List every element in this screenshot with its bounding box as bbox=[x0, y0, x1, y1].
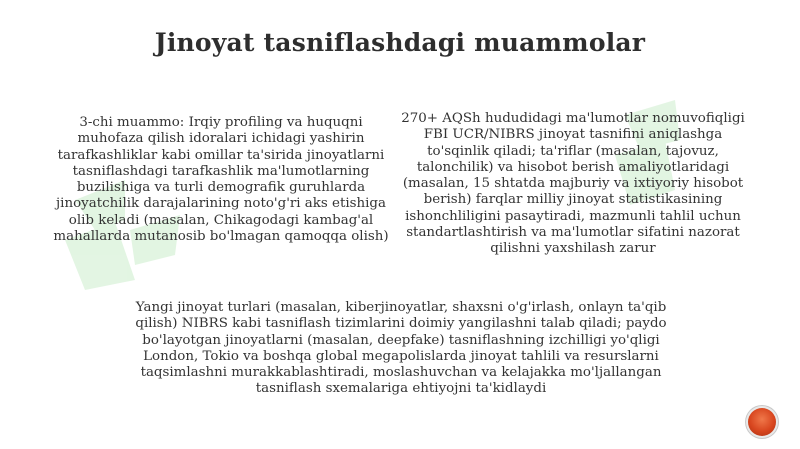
right-text-block: 270+ AQSh hududidagi ma'lumotlar nomuvofiqligi FBI UCR/NIBRS jinoyat tasnifini aniqlashga to'sqinlik qiladi; ta'riflar (masalan, tajovuz, talonchilik) va hisobot berish amaliyotlaridagi (masalan, 15 shtatda majburiy va ixtiyoriy hisobot berish) farqlar milliy jinoyat statistikasining ishonchliligini pasaytiradi, mazmunli tahlil uchun standartlashtirish va ma'lumotlar sifatini nazorat qilishni yaxshilash zarur bbox=[401, 111, 745, 257]
left-text-block: 3-chi muammo: Irqiy profiling va huquqni muhofaza qilish idoralari ichidagi yashirin tarafkashliklar kabi omillar ta'sirida jinoyatlarni tasniflashdagi tarafkashlik ma'lumotlarning buzilishiga va turli demografik guruhlarda jinoyatchilik darajalarining noto'g'ri aks etishiga olib keladi (masalan, Chikagodagi kambag'al mahallarda mutanosib bo'lmagan qamoqqa olish) bbox=[53, 115, 389, 245]
bottom-text-block: Yangi jinoyat turlari (masalan, kiberjinoyatlar, shaxsni o'g'irlash, onlayn ta'qib qilish) NIBRS kabi tasniflash tizimlarini doimiy yangilashni talab qiladi; paydo bo'layotgan jinoyatlarni (masalan, deepfake) tasniflashning izchilligi yo'qligi London, Tokio va boshqa global megapolislarda jinoyat tahlili va resurslarni taqsimlashni murakkablashtiradi, moslashuvchan va kelajakka mo'ljallangan tasniflash sxemalariga ehtiyojni ta'kidlaydi bbox=[135, 300, 667, 397]
nav-circle-button[interactable] bbox=[748, 408, 776, 436]
slide-title: Jinoyat tasniflashdagi muammolar bbox=[154, 28, 646, 57]
